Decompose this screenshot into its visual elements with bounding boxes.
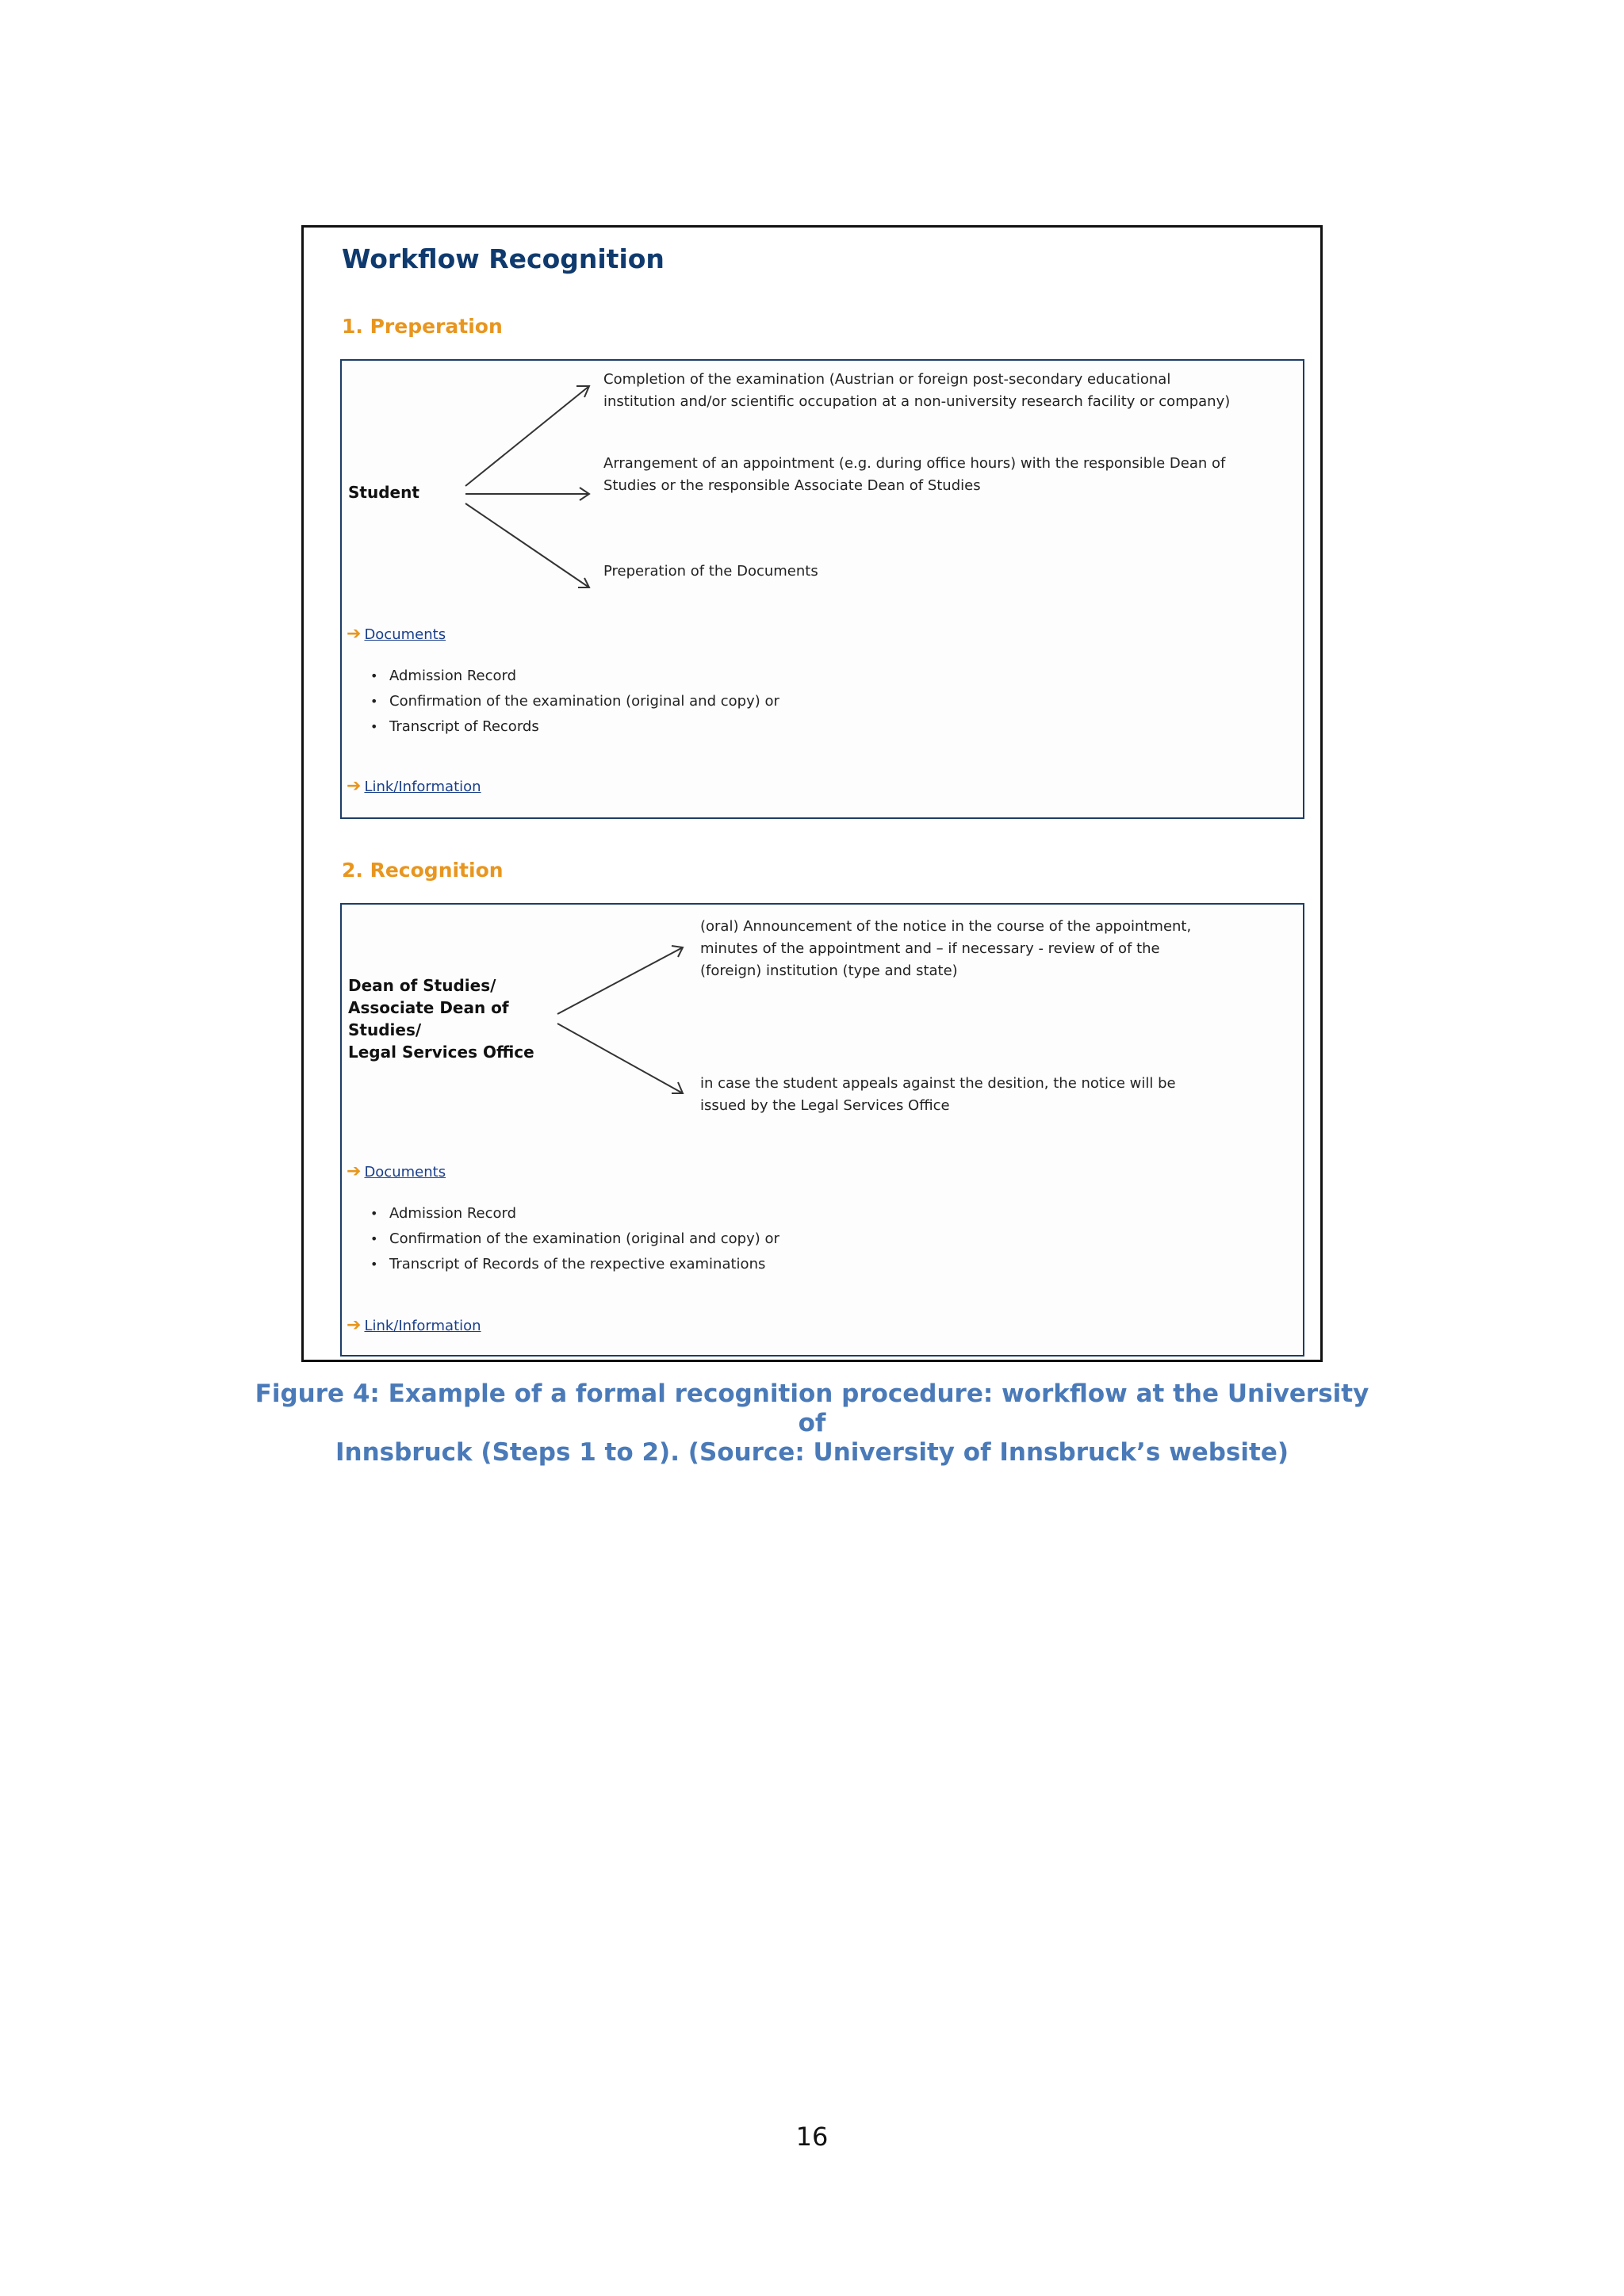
step-2-documents-list — [370, 1201, 779, 1277]
step-1-action-appointment: Arrangement of an appointment (e.g. during office hours) with the responsible Dean of Studies or the responsible Associate Dean of Studies — [603, 455, 1226, 494]
arrow-to-completion — [465, 386, 589, 486]
step-1-action-preparation: Preperation of the Documents — [603, 563, 818, 580]
step-2-info-link[interactable]: Link/Information — [364, 1317, 481, 1334]
step-2-documents-link[interactable]: Documents — [364, 1163, 446, 1181]
step-2-action-appeal: in case the student appeals against the desition, the notice will be issued by the Legal Services Office — [700, 1075, 1176, 1114]
arrow-to-legal-services — [557, 1024, 683, 1093]
list-item: • Admission Record — [370, 664, 779, 689]
step-1-actor: Student — [348, 483, 419, 502]
step-2-info-link-row[interactable] — [347, 1317, 481, 1334]
step-1-action-completion: Completion of the examination (Austrian or foreign post-secondary educational institution and/or scientific occupation at a non-university research facility or company) — [603, 371, 1231, 410]
step-1-info-link-row[interactable] — [347, 778, 481, 795]
step-1-documents-link[interactable]: Documents — [364, 626, 446, 643]
orange-arrow-icon: ➔ — [347, 776, 362, 796]
step-2-action-announcement: (oral) Announcement of the notice in the course of the appointment, minutes of the appointment and – if necessary - review of of the (foreign) institution (type and state) — [700, 918, 1192, 979]
workflow-figure — [301, 225, 1323, 1362]
orange-arrow-icon: ➔ — [347, 1315, 362, 1335]
page-number: 16 — [795, 2122, 829, 2152]
workflow-title: Workflow Recognition — [342, 243, 665, 274]
step-1-info-link[interactable]: Link/Information — [364, 778, 481, 795]
orange-arrow-icon: ➔ — [347, 624, 362, 644]
step-2-documents-link-row[interactable] — [347, 1163, 446, 1181]
step-1-heading: 1. Preperation — [342, 315, 503, 338]
arrow-to-announcement — [557, 946, 683, 1014]
list-item: • Confirmation of the examination (original and copy) or — [370, 1226, 779, 1252]
step-1-arrows — [342, 361, 1303, 817]
list-item: • Transcript of Records — [370, 714, 779, 740]
step-1-box — [340, 359, 1304, 819]
arrow-to-appointment — [465, 488, 589, 500]
list-item: • Transcript of Records of the rexpective examinations — [370, 1252, 779, 1277]
step-2-box — [340, 903, 1304, 1357]
figure-caption: Figure 4: Example of a formal recognition procedure: workflow at the University of Innsbruck (Steps 1 to 2). (Source: University of Innsbruck’s website) — [255, 1380, 1369, 1467]
step-1-documents-link-row[interactable] — [347, 626, 446, 643]
orange-arrow-icon: ➔ — [347, 1161, 362, 1181]
list-item: • Confirmation of the examination (original and copy) or — [370, 689, 779, 714]
arrow-to-preparation — [465, 503, 589, 587]
step-2-actor: Dean of Studies/ Associate Dean of Studies/ Legal Services Office — [348, 976, 534, 1062]
list-item: • Admission Record — [370, 1201, 779, 1226]
step-2-heading: 2. Recognition — [342, 859, 504, 882]
step-1-documents-list — [370, 664, 779, 740]
